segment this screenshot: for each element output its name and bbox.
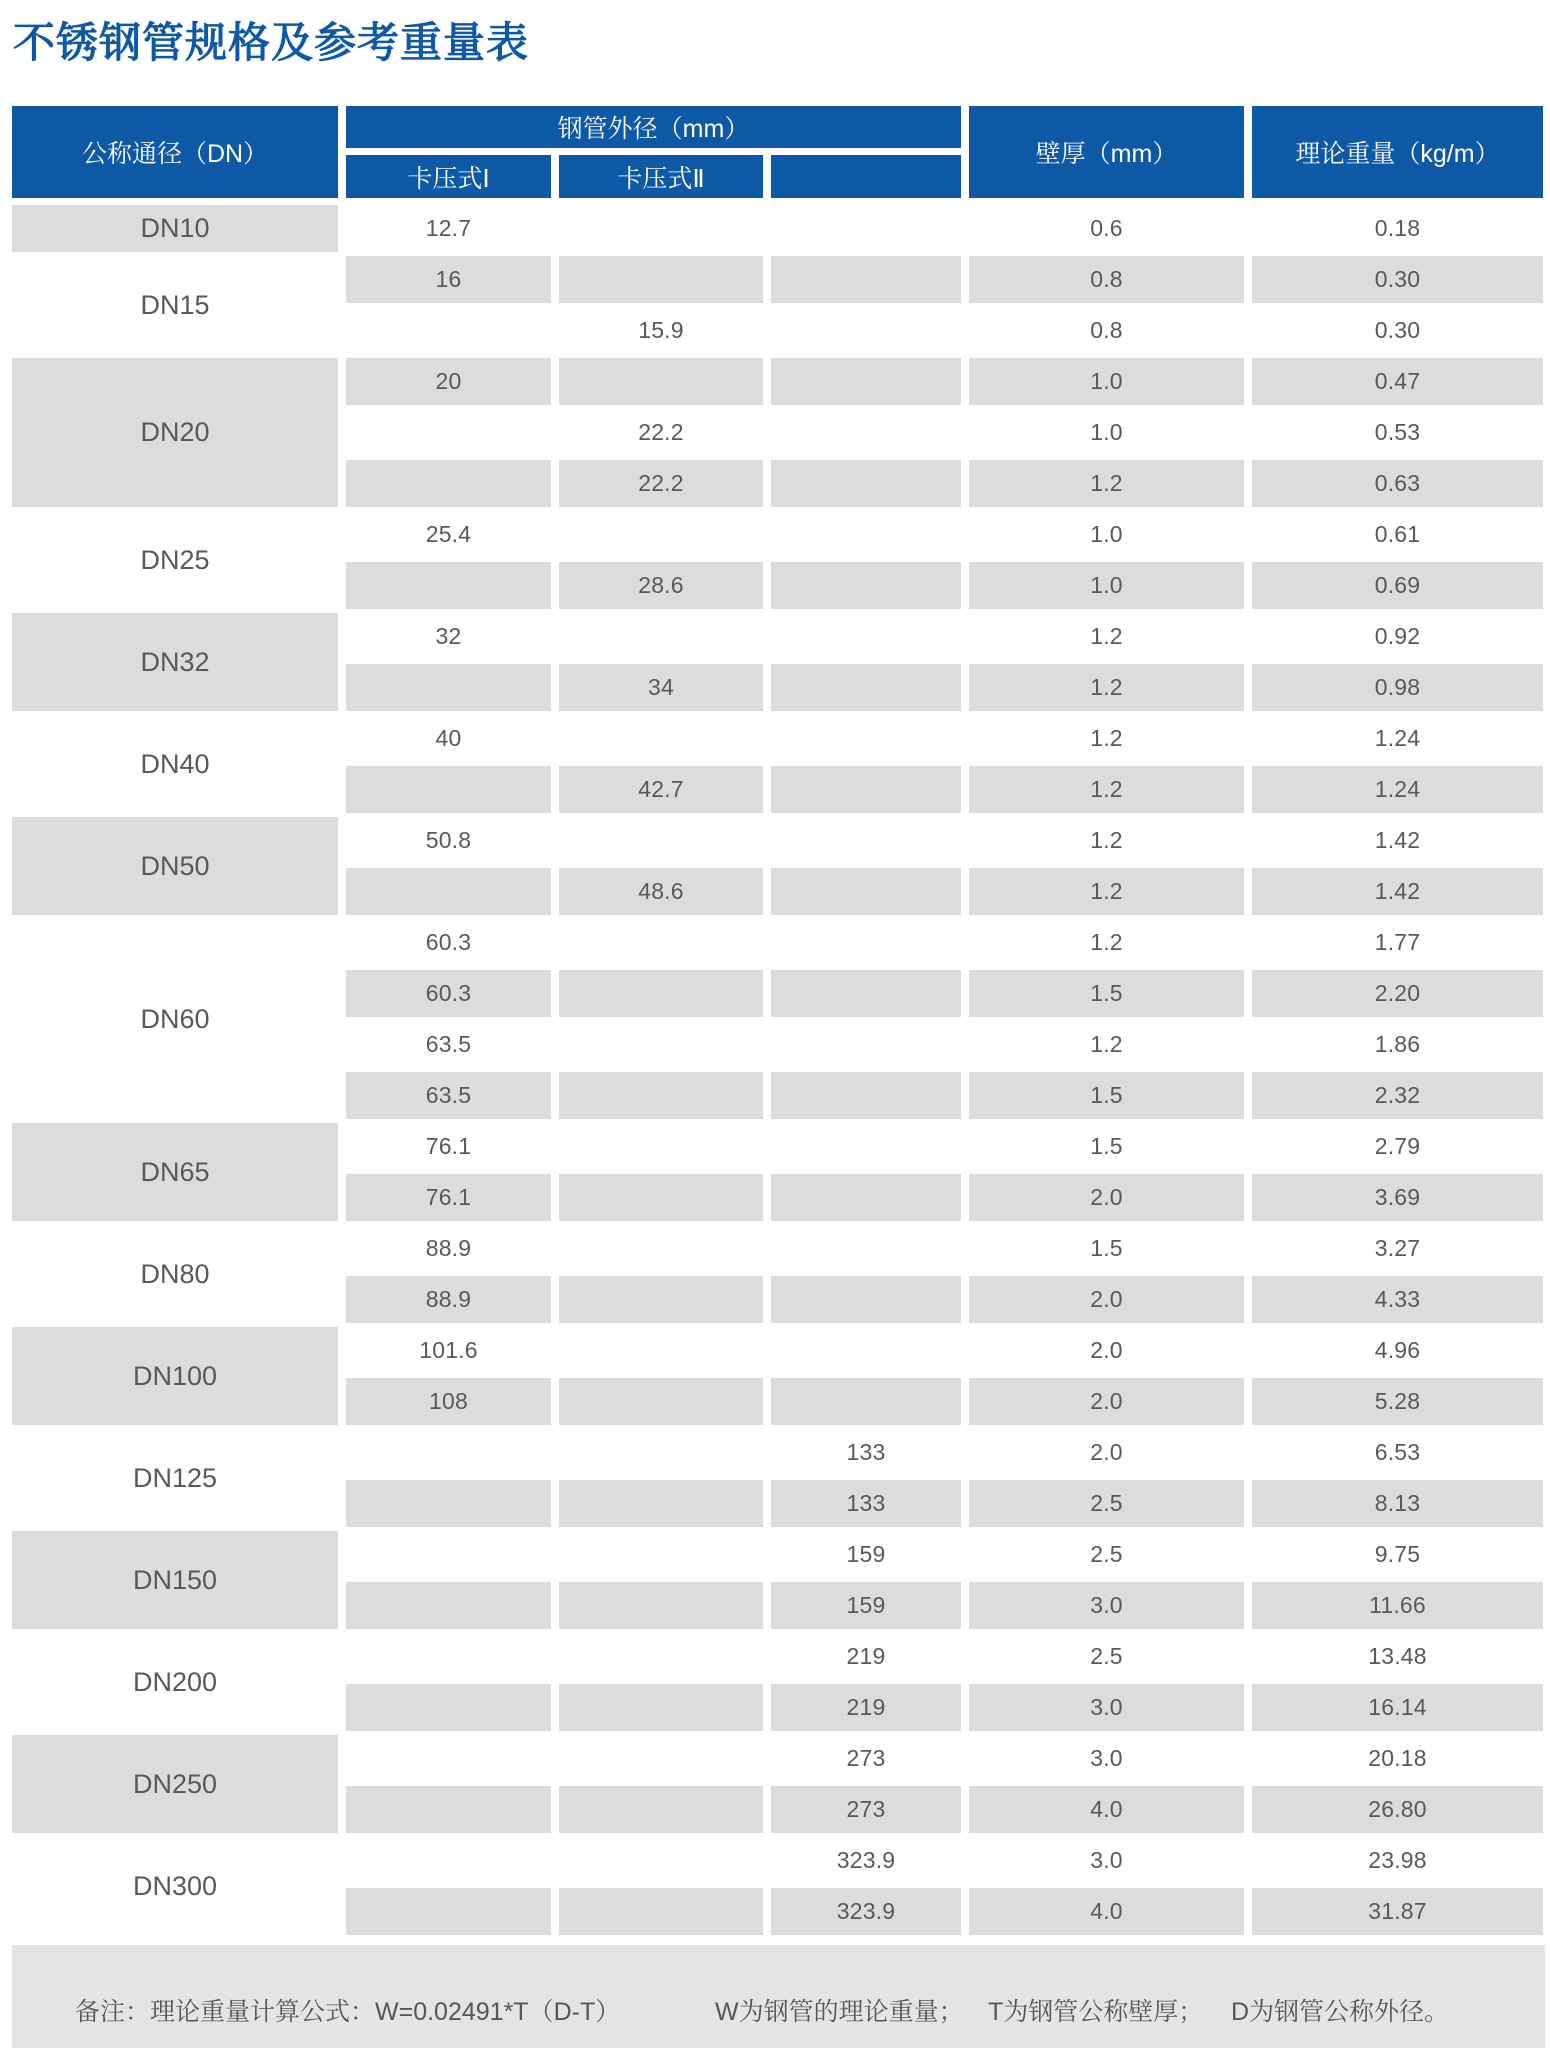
wall-thickness-cell: 1.0 — [1090, 419, 1123, 445]
dn-group — [12, 611, 1545, 713]
od-cell-pressfit1: 76.1 — [425, 1133, 472, 1159]
od-cell-pressfit2 — [559, 1684, 763, 1731]
weight-cell: 0.63 — [1252, 460, 1543, 507]
od-cell-pressfit1 — [346, 1837, 551, 1884]
wall-thickness-cell: 1.5 — [969, 1072, 1244, 1119]
table-row — [346, 866, 1543, 917]
weight-cell: 0.69 — [1252, 562, 1543, 609]
dn-label-cell: DN200 — [132, 1666, 218, 1697]
table-row — [346, 1835, 1543, 1886]
wall-thickness-cell: 3.0 — [969, 1684, 1244, 1731]
od-cell-pressfit1 — [346, 1684, 551, 1731]
od-cell-other — [771, 1327, 961, 1374]
od-cell-pressfit2 — [559, 205, 763, 252]
wall-thickness-cell: 1.5 — [969, 970, 1244, 1017]
od-cell-pressfit1: 88.9 — [346, 1276, 551, 1323]
header-nominal-diameter: 公称通径（DN） — [12, 106, 338, 198]
dn-label-cell: DN32 — [12, 613, 338, 711]
wall-thickness-cell: 2.0 — [1090, 1439, 1123, 1465]
table-row — [346, 1682, 1543, 1733]
footnote-legend-t: T为钢管公称壁厚； — [988, 1998, 1204, 2026]
od-cell-pressfit1: 25.4 — [425, 521, 472, 547]
od-cell-pressfit2 — [559, 1072, 763, 1119]
od-cell-other: 133 — [771, 1480, 961, 1527]
od-cell-pressfit1: 16 — [346, 256, 551, 303]
wall-thickness-cell: 1.2 — [969, 868, 1244, 915]
table-row — [346, 968, 1543, 1019]
table-row — [346, 1019, 1543, 1070]
weight-cell: 3.27 — [1374, 1235, 1421, 1261]
od-cell-pressfit1 — [346, 1735, 551, 1782]
od-cell-pressfit1: 63.5 — [346, 1072, 551, 1119]
dn-label-cell: DN50 — [12, 817, 338, 915]
dn-group — [12, 1121, 1545, 1223]
od-cell-other: 273 — [846, 1745, 886, 1771]
od-cell-pressfit2 — [559, 1633, 763, 1680]
od-cell-other: 159 — [771, 1582, 961, 1629]
od-cell-other — [771, 715, 961, 762]
od-cell-other — [771, 409, 961, 456]
wall-thickness-cell: 1.2 — [969, 460, 1244, 507]
dn-group — [12, 1223, 1545, 1325]
od-cell-pressfit1 — [346, 1633, 551, 1680]
od-cell-pressfit1 — [346, 766, 551, 813]
wall-thickness-cell: 2.0 — [1090, 1337, 1123, 1363]
weight-cell: 1.42 — [1374, 827, 1421, 853]
od-cell-other: 273 — [771, 1786, 961, 1833]
od-cell-pressfit2 — [559, 1225, 763, 1272]
table-row — [346, 815, 1543, 866]
header-outer-diameter-group: 钢管外径（mm） — [346, 106, 961, 148]
wall-thickness-cell: 2.0 — [969, 1174, 1244, 1221]
od-cell-pressfit2 — [559, 1582, 763, 1629]
wall-thickness-cell: 1.2 — [1090, 929, 1123, 955]
od-cell-other — [771, 664, 961, 711]
od-cell-pressfit2 — [559, 1429, 763, 1476]
od-cell-other — [771, 1378, 961, 1425]
od-cell-pressfit2 — [559, 1531, 763, 1578]
weight-cell: 0.47 — [1252, 358, 1543, 405]
dn-label-cell: DN10 — [12, 205, 338, 252]
wall-thickness-cell: 4.0 — [969, 1888, 1244, 1935]
od-cell-other: 323.9 — [836, 1847, 896, 1873]
od-cell-other — [771, 1276, 961, 1323]
table-row — [346, 917, 1543, 968]
table-row — [346, 1529, 1543, 1580]
dn-group — [12, 1835, 1545, 1937]
wall-thickness-cell: 3.0 — [1090, 1745, 1123, 1771]
od-cell-other — [771, 1123, 961, 1170]
od-cell-other — [771, 613, 961, 660]
weight-cell: 1.77 — [1374, 929, 1421, 955]
od-cell-other — [771, 256, 961, 303]
od-cell-pressfit1 — [346, 1786, 551, 1833]
header-pressfit-1: 卡压式Ⅰ — [346, 155, 551, 198]
od-cell-other — [771, 460, 961, 507]
wall-thickness-cell: 4.0 — [969, 1786, 1244, 1833]
od-cell-pressfit1 — [346, 1888, 551, 1935]
weight-cell: 9.75 — [1374, 1541, 1421, 1567]
od-cell-pressfit1 — [346, 1429, 551, 1476]
od-cell-pressfit2 — [559, 1276, 763, 1323]
group-rows — [346, 356, 1543, 509]
dn-group — [12, 1427, 1545, 1529]
group-rows — [346, 917, 1543, 1121]
dn-group — [12, 917, 1545, 1121]
od-cell-other — [771, 817, 961, 864]
wall-thickness-cell: 1.2 — [969, 766, 1244, 813]
group-rows — [346, 1223, 1543, 1325]
dn-label-cell: DN65 — [12, 1123, 338, 1221]
dn-label-cell: DN80 — [140, 1258, 210, 1289]
table-row — [346, 1325, 1543, 1376]
wall-thickness-cell: 1.2 — [1090, 623, 1123, 649]
pipe-spec-table — [12, 106, 1545, 1937]
od-cell-other — [771, 205, 961, 252]
od-cell-pressfit1: 32 — [435, 623, 462, 649]
group-rows — [346, 1427, 1543, 1529]
page-title: 不锈钢管规格及参考重量表 — [13, 19, 530, 66]
weight-cell: 6.53 — [1374, 1439, 1421, 1465]
header-pressfit-2: 卡压式Ⅱ — [559, 155, 763, 198]
od-cell-other — [771, 1072, 961, 1119]
wall-thickness-cell: 2.5 — [969, 1480, 1244, 1527]
table-row — [346, 1376, 1543, 1427]
od-cell-pressfit1: 12.7 — [425, 215, 472, 241]
dn-group — [12, 1631, 1545, 1733]
weight-cell: 13.48 — [1368, 1643, 1427, 1669]
od-cell-pressfit1 — [346, 409, 551, 456]
od-cell-pressfit1 — [346, 460, 551, 507]
od-cell-pressfit2 — [559, 970, 763, 1017]
group-rows — [346, 611, 1543, 713]
dn-label-cell: DN300 — [132, 1870, 218, 1901]
group-rows — [346, 1733, 1543, 1835]
footnote-bar — [12, 1945, 1545, 2048]
od-cell-pressfit2 — [559, 817, 763, 864]
table-row — [346, 509, 1543, 560]
dn-group — [12, 1529, 1545, 1631]
table-row — [346, 1580, 1543, 1631]
od-cell-pressfit2 — [559, 1786, 763, 1833]
od-cell-pressfit2: 42.7 — [559, 766, 763, 813]
od-cell-other: 219 — [771, 1684, 961, 1731]
od-cell-other: 219 — [846, 1643, 886, 1669]
table-row — [346, 1631, 1543, 1682]
od-cell-other — [771, 511, 961, 558]
table-body — [12, 203, 1545, 1937]
table-row — [346, 764, 1543, 815]
wall-thickness-cell: 2.5 — [1090, 1541, 1123, 1567]
od-cell-pressfit1 — [346, 307, 551, 354]
weight-cell: 0.30 — [1374, 317, 1421, 343]
od-cell-pressfit1: 108 — [346, 1378, 551, 1425]
dn-group — [12, 1733, 1545, 1835]
table-row — [346, 1223, 1543, 1274]
od-cell-other — [771, 766, 961, 813]
table-row — [346, 1274, 1543, 1325]
od-cell-pressfit2 — [559, 1021, 763, 1068]
od-cell-pressfit2 — [559, 1480, 763, 1527]
weight-cell: 0.92 — [1374, 623, 1421, 649]
od-cell-pressfit1: 50.8 — [425, 827, 472, 853]
od-cell-pressfit1 — [346, 1480, 551, 1527]
od-cell-pressfit2: 34 — [559, 664, 763, 711]
wall-thickness-cell: 3.0 — [969, 1582, 1244, 1629]
weight-cell: 2.79 — [1374, 1133, 1421, 1159]
weight-cell: 4.33 — [1252, 1276, 1543, 1323]
table-row — [346, 560, 1543, 611]
od-cell-pressfit2: 15.9 — [638, 317, 684, 343]
dn-group — [12, 509, 1545, 611]
table-row — [346, 1427, 1543, 1478]
table-row — [346, 305, 1543, 356]
weight-cell: 0.53 — [1374, 419, 1421, 445]
wall-thickness-cell: 2.0 — [969, 1378, 1244, 1425]
wall-thickness-cell: 1.0 — [1090, 521, 1123, 547]
weight-cell: 2.32 — [1252, 1072, 1543, 1119]
dn-group — [12, 203, 1545, 254]
table-row — [346, 1886, 1543, 1937]
table-row — [346, 458, 1543, 509]
od-cell-pressfit1: 40 — [435, 725, 462, 751]
table-row — [346, 254, 1543, 305]
od-cell-pressfit2 — [559, 1735, 763, 1782]
dn-label-cell: DN15 — [140, 289, 210, 320]
od-cell-pressfit2: 22.2 — [559, 460, 763, 507]
dn-group — [12, 1325, 1545, 1427]
group-rows — [346, 1631, 1543, 1733]
dn-label-cell: DN150 — [12, 1531, 338, 1629]
weight-cell: 2.20 — [1252, 970, 1543, 1017]
od-cell-other — [771, 562, 961, 609]
wall-thickness-cell: 1.2 — [1090, 1031, 1123, 1057]
od-cell-pressfit1 — [346, 1531, 551, 1578]
wall-thickness-cell: 0.8 — [1090, 317, 1123, 343]
od-cell-other — [771, 1021, 961, 1068]
weight-cell: 1.42 — [1252, 868, 1543, 915]
dn-group — [12, 713, 1545, 815]
group-rows — [346, 509, 1543, 611]
weight-cell: 20.18 — [1368, 1745, 1427, 1771]
od-cell-pressfit2 — [559, 919, 763, 966]
wall-thickness-cell: 1.0 — [969, 358, 1244, 405]
footnote-formula: 备注：理论重量计算公式：W=0.02491*T（D-T） — [75, 1998, 621, 2026]
wall-thickness-cell: 2.5 — [1090, 1643, 1123, 1669]
table-row — [346, 356, 1543, 407]
dn-group — [12, 254, 1545, 356]
wall-thickness-cell: 3.0 — [1090, 1847, 1123, 1873]
od-cell-other — [771, 307, 961, 354]
wall-thickness-cell: 1.0 — [969, 562, 1244, 609]
od-cell-other: 159 — [846, 1541, 886, 1567]
group-rows — [346, 203, 1543, 254]
wall-thickness-cell: 1.2 — [1090, 725, 1123, 751]
weight-cell: 0.98 — [1252, 664, 1543, 711]
od-cell-pressfit1: 20 — [346, 358, 551, 405]
od-cell-other — [771, 1174, 961, 1221]
od-cell-pressfit1 — [346, 562, 551, 609]
group-rows — [346, 254, 1543, 356]
od-cell-pressfit2 — [559, 715, 763, 762]
table-row — [346, 1733, 1543, 1784]
table-row — [346, 203, 1543, 254]
od-cell-pressfit2 — [559, 1378, 763, 1425]
dn-label-cell: DN25 — [140, 544, 210, 575]
table-row — [346, 407, 1543, 458]
od-cell-pressfit1: 60.3 — [346, 970, 551, 1017]
weight-cell: 8.13 — [1252, 1480, 1543, 1527]
group-rows — [346, 815, 1543, 917]
table-row — [346, 713, 1543, 764]
weight-cell: 0.61 — [1374, 521, 1421, 547]
weight-cell: 31.87 — [1252, 1888, 1543, 1935]
weight-cell: 5.28 — [1252, 1378, 1543, 1425]
dn-label-cell: DN250 — [12, 1735, 338, 1833]
wall-thickness-cell: 1.2 — [969, 664, 1244, 711]
dn-group — [12, 356, 1545, 509]
od-cell-pressfit2 — [559, 358, 763, 405]
group-rows — [346, 1835, 1543, 1937]
od-cell-pressfit1: 101.6 — [419, 1337, 478, 1363]
od-cell-other — [771, 358, 961, 405]
group-rows — [346, 1121, 1543, 1223]
wall-thickness-cell: 1.5 — [1090, 1133, 1123, 1159]
od-cell-pressfit2 — [559, 1327, 763, 1374]
od-cell-pressfit1: 88.9 — [425, 1235, 472, 1261]
od-cell-pressfit1: 76.1 — [346, 1174, 551, 1221]
weight-cell: 1.24 — [1252, 766, 1543, 813]
wall-thickness-cell: 1.5 — [1090, 1235, 1123, 1261]
footnote-legend-d: D为钢管公称外径。 — [1231, 1998, 1450, 2026]
wall-thickness-cell: 0.6 — [1090, 215, 1123, 241]
table-row — [346, 1070, 1543, 1121]
od-cell-pressfit2 — [559, 1837, 763, 1884]
weight-cell: 1.86 — [1374, 1031, 1421, 1057]
dn-label-cell: DN20 — [12, 358, 338, 507]
od-cell-pressfit2 — [559, 511, 763, 558]
od-cell-pressfit2 — [559, 1888, 763, 1935]
dn-group — [12, 815, 1545, 917]
table-row — [346, 1121, 1543, 1172]
od-cell-pressfit1 — [346, 664, 551, 711]
od-cell-pressfit2 — [559, 613, 763, 660]
od-cell-other — [771, 919, 961, 966]
header-od-other — [771, 155, 961, 198]
od-cell-pressfit1: 60.3 — [425, 929, 472, 955]
header-theoretical-weight: 理论重量（kg/m） — [1252, 106, 1543, 198]
table-row — [346, 1478, 1543, 1529]
weight-cell: 11.66 — [1252, 1582, 1543, 1629]
group-rows — [346, 713, 1543, 815]
od-cell-other: 323.9 — [771, 1888, 961, 1935]
od-cell-pressfit2 — [559, 256, 763, 303]
wall-thickness-cell: 2.0 — [969, 1276, 1244, 1323]
footnote-legend-w: W为钢管的理论重量； — [715, 1998, 964, 2026]
weight-cell: 0.18 — [1374, 215, 1421, 241]
od-cell-other — [771, 1225, 961, 1272]
group-rows — [346, 1529, 1543, 1631]
wall-thickness-cell: 1.2 — [1090, 827, 1123, 853]
weight-cell: 16.14 — [1252, 1684, 1543, 1731]
od-cell-pressfit2 — [559, 1174, 763, 1221]
table-header — [12, 106, 1545, 198]
od-cell-pressfit1 — [346, 868, 551, 915]
group-rows — [346, 1325, 1543, 1427]
header-wall-thickness: 壁厚（mm） — [969, 106, 1244, 198]
dn-label-cell: DN125 — [132, 1462, 218, 1493]
table-row — [346, 1784, 1543, 1835]
weight-cell: 1.24 — [1374, 725, 1421, 751]
od-cell-other — [771, 868, 961, 915]
table-row — [346, 1172, 1543, 1223]
dn-label-cell: DN40 — [140, 748, 210, 779]
od-cell-other — [771, 970, 961, 1017]
weight-cell: 3.69 — [1252, 1174, 1543, 1221]
weight-cell: 23.98 — [1368, 1847, 1427, 1873]
od-cell-pressfit2: 28.6 — [559, 562, 763, 609]
dn-label-cell: DN100 — [12, 1327, 338, 1425]
dn-label-cell: DN60 — [140, 1003, 210, 1034]
table-row — [346, 611, 1543, 662]
od-cell-pressfit2: 48.6 — [559, 868, 763, 915]
od-cell-pressfit2 — [559, 1123, 763, 1170]
weight-cell: 0.30 — [1252, 256, 1543, 303]
od-cell-pressfit1: 63.5 — [425, 1031, 472, 1057]
od-cell-pressfit2: 22.2 — [638, 419, 684, 445]
weight-cell: 26.80 — [1252, 1786, 1543, 1833]
od-cell-other: 133 — [846, 1439, 886, 1465]
od-cell-pressfit1 — [346, 1582, 551, 1629]
weight-cell: 4.96 — [1374, 1337, 1421, 1363]
table-row — [346, 662, 1543, 713]
wall-thickness-cell: 0.8 — [969, 256, 1244, 303]
